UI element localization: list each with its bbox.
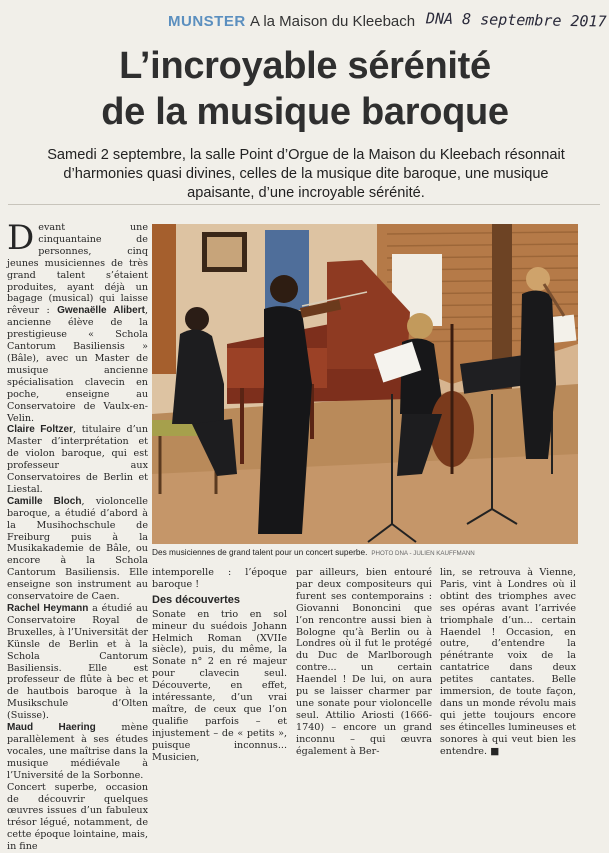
paragraph: Concert superbe, occasion de découvrir quelques œuvres issues d’un fabuleux trésor légué, notamment, de cette époque lointaine, mais, in fine: [7, 781, 148, 853]
paragraph: Claire Foltzer, titulaire d’un Master d’interprétation et de violon baroque, qui est professeur aux Conservatoires de Berlin et Liestal.: [7, 424, 148, 495]
musician-name: Maud Haering: [7, 722, 96, 734]
paragraph: Rachel Heymann a étudié au Conservatoire Royal de Bruxelles, à l’Universität der Künsle de Berlin et à la Schola Cantorum Basiliensis. Elle est professeur de flûte à bec et de hautbois baroque à la Musikschule d’Olten (Suisse).: [7, 603, 148, 722]
musician-name: Gwenaëlle Alibert: [57, 305, 145, 317]
paragraph: intemporelle : l’époque baroque !: [152, 567, 287, 590]
dropcap: D: [7, 218, 35, 258]
headline-line: L’incroyable sérénité: [119, 45, 491, 87]
photo-credit: PHOTO DNA - JULIEN KAUFFMANN: [371, 550, 475, 557]
article-column-4: [440, 567, 576, 758]
paragraph: lin, se retrouva à Vienne, Paris, vint à Londres où il obtint des triomphes avec ses opéras avant l’arrivée triomphale d’un... certain Haendel ! Occasion, en outre, d’entendre la pénétrante voix de la cantatrice dans deux petites cantates. Belle immersion, de toute façon, dans un monde révolu mais qui jette toujours encore ses étincelles lumineuses et sonores à qui veut bien les entendre. ■: [440, 567, 576, 757]
musician-name: Rachel Heymann: [7, 603, 89, 614]
article-column-3: [296, 567, 432, 758]
lede-line: Samedi 2 septembre, la salle Point d’Orgue de la Maison du Kleebach résonnait: [47, 147, 565, 163]
headline: [20, 43, 590, 135]
page-header: [0, 0, 609, 36]
headline-line: de la musique baroque: [101, 91, 509, 133]
divider: [8, 204, 600, 205]
concert-photo-illustration: [152, 224, 578, 544]
article-column-1: [7, 218, 148, 853]
musician-name: Claire Foltzer: [7, 424, 73, 436]
lede: [28, 146, 584, 203]
article-column-2: [152, 567, 287, 764]
lede-line: d’harmonies quasi divines, celles de la musique dite baroque, une musique: [63, 166, 549, 182]
section-label: MUNSTER: [168, 13, 246, 30]
paragraph: Maud Haering mène parallèlement à ses études vocales, une maîtrise dans la musique médiévale à l’Université de la Sorbonne.: [7, 722, 148, 781]
concert-photo: [152, 224, 578, 544]
subheading: Des découvertes: [152, 593, 241, 606]
paragraph: Devant une cinquantaine de personnes, cinq jeunes musiciennes de très grand talent s’étaient produites, ayant déjà un bagage (musical) qui laisse rêveur : Gwenaëlle Alibert, ancienne élève de la prestigieuse « Schola Cantorum Basiliensis » (Bâle), avec un Master de musique ancienne spécialisation clavecin en poche, enseigne au Conservatoire de Vaulx-en-Velin.: [7, 218, 148, 424]
paragraph: Camille Bloch, violoncelle baroque, a étudié d’abord à la Musihochschule de Freiburg puis à la Musikakademie de Bâle, ou encore à la Schola Cantorum Basiliensis. Elle enseigne son instrument au conservatoire de Caen.: [7, 495, 148, 603]
musician-name: Camille Bloch: [7, 495, 82, 507]
handwritten-note: DNA 8 septembre 2017: [425, 9, 607, 31]
kicker: A la Maison du Kleebach: [250, 13, 416, 30]
paragraph: Sonate en trio en sol mineur du suédois Johann Helmich Roman (XVIIe siècle), puis, du même, la Sonate n° 2 en ré majeur pour clavecin seul. Découverte, en effet, intéressante, d’un vrai maître, de ceux que l’on qualifie parfois – et injustement – de « petits », puisque inconnus... Musicien,: [152, 608, 287, 763]
paragraph: par ailleurs, bien entouré par deux compositeurs qui furent ses contemporains : Giovanni Bononcini que l’on rencontre aussi bien à Bologne qu’à Berlin ou à Londres où il fut le protégé du Duc de Marlborough contre... un certain Haendel ! De lui, on aura pu se laisser charmer par une sonate pour violoncelle seul. Attilio Ariosti (1666-1740) – encore un grand inconnu – qui œuvra également à Ber-: [296, 567, 432, 757]
lede-line: apaisante, d’une incroyable sérénité.: [187, 185, 425, 201]
photo-caption: Des musiciennes de grand talent pour un concert superbe. PHOTO DNA - JULIEN KAUFFMANN: [152, 547, 475, 557]
